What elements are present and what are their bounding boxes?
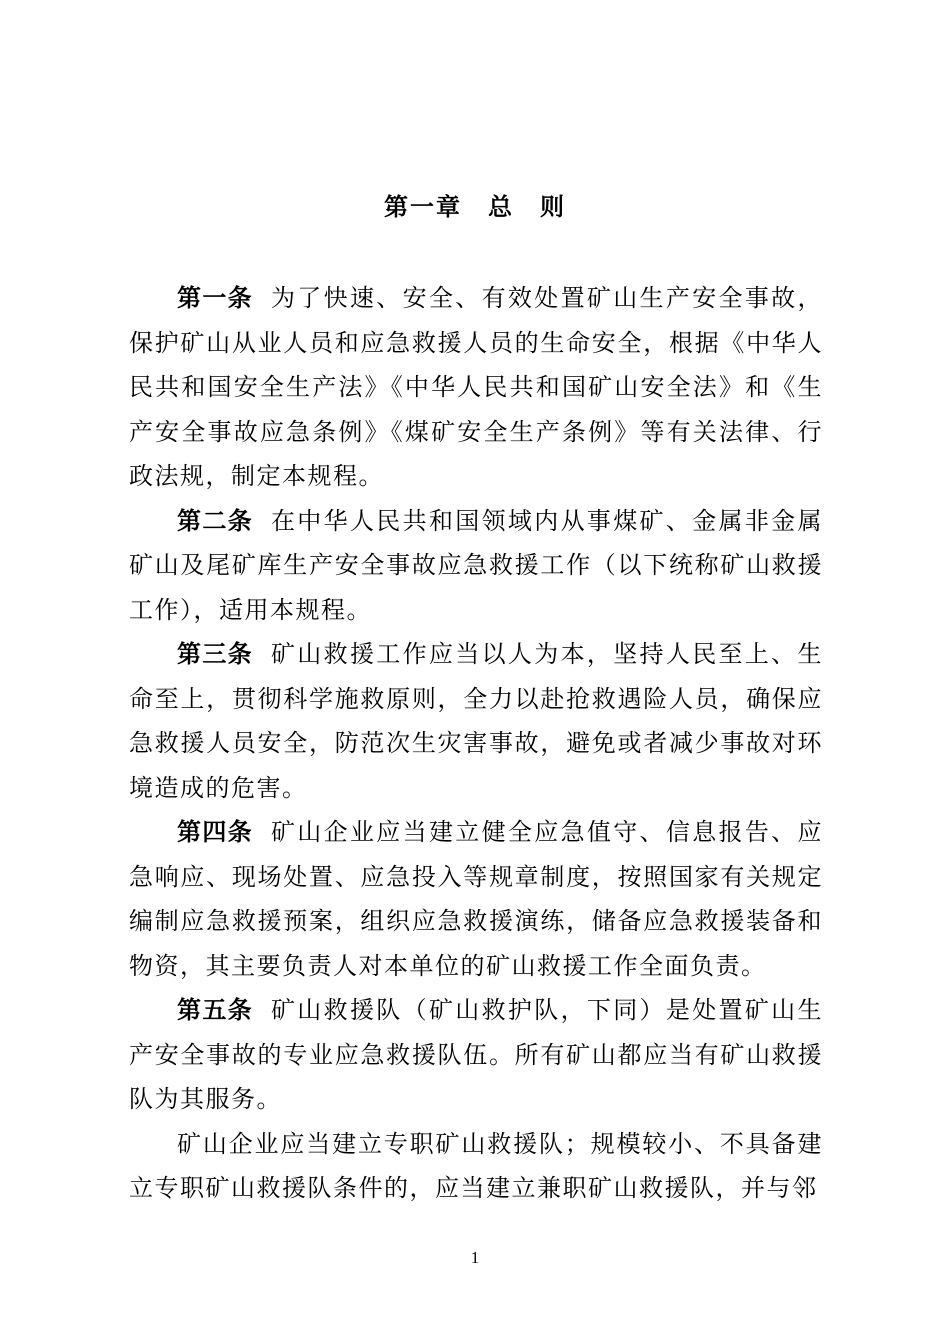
article-text: 矿山救援工作应当以人为本，坚持人民至上、生命至上，贯彻科学施救原则，全力以赴抢救遇险人员，确保应急救援人员安全，防范次生灾害事故，避免或者减少事故对环境造成的危害。 — [129, 640, 824, 802]
article-heading: 第五条 — [177, 996, 253, 1024]
article-text: 为了快速、安全、有效处置矿山生产安全事故，保护矿山从业人员和应急救援人员的生命安全，根据《中华人民共和国安全生产法》《中华人民共和国矿山安全法》和《生产安全事故应急条例》《煤矿安全生产条例》等有关法律、行政法规，制定本规程。 — [129, 284, 824, 490]
page-number: 1 — [470, 1248, 480, 1267]
article-1 — [129, 276, 823, 499]
article-text: 在中华人民共和国领域内从事煤矿、金属非金属矿山及尾矿库生产安全事故应急救援工作（以下统称矿山救援工作），适用本规程。 — [129, 506, 824, 624]
article-text: 矿山救援队（矿山救护队，下同）是处置矿山生产安全事故的专业应急救援队伍。所有矿山都应当有矿山救援队为其服务。 — [129, 996, 824, 1113]
article-heading: 第一条 — [177, 284, 253, 312]
article-3 — [129, 632, 823, 810]
article-text: 矿山企业应当建立健全应急值守、信息报告、应急响应、现场处置、应急投入等规章制度，按照国家有关规定编制应急救援预案，组织应急救援演练，储备应急救援装备和物资，其主要负责人对本单位的矿山救援工作全面负责。 — [129, 818, 824, 980]
body-text — [129, 276, 823, 1211]
article-4 — [129, 810, 823, 988]
chapter-title: 第一章 总 则 — [384, 193, 566, 221]
article-5 — [129, 988, 823, 1122]
article-heading: 第四条 — [177, 818, 253, 846]
continuation-paragraph: 矿山企业应当建立专职矿山救援队；规模较小、不具备建立专职矿山救援队条件的，应当建立兼职矿山救援队，并与邻 — [129, 1129, 823, 1202]
article-2 — [129, 499, 823, 633]
article-heading: 第三条 — [177, 640, 253, 668]
article-heading: 第二条 — [177, 506, 253, 535]
